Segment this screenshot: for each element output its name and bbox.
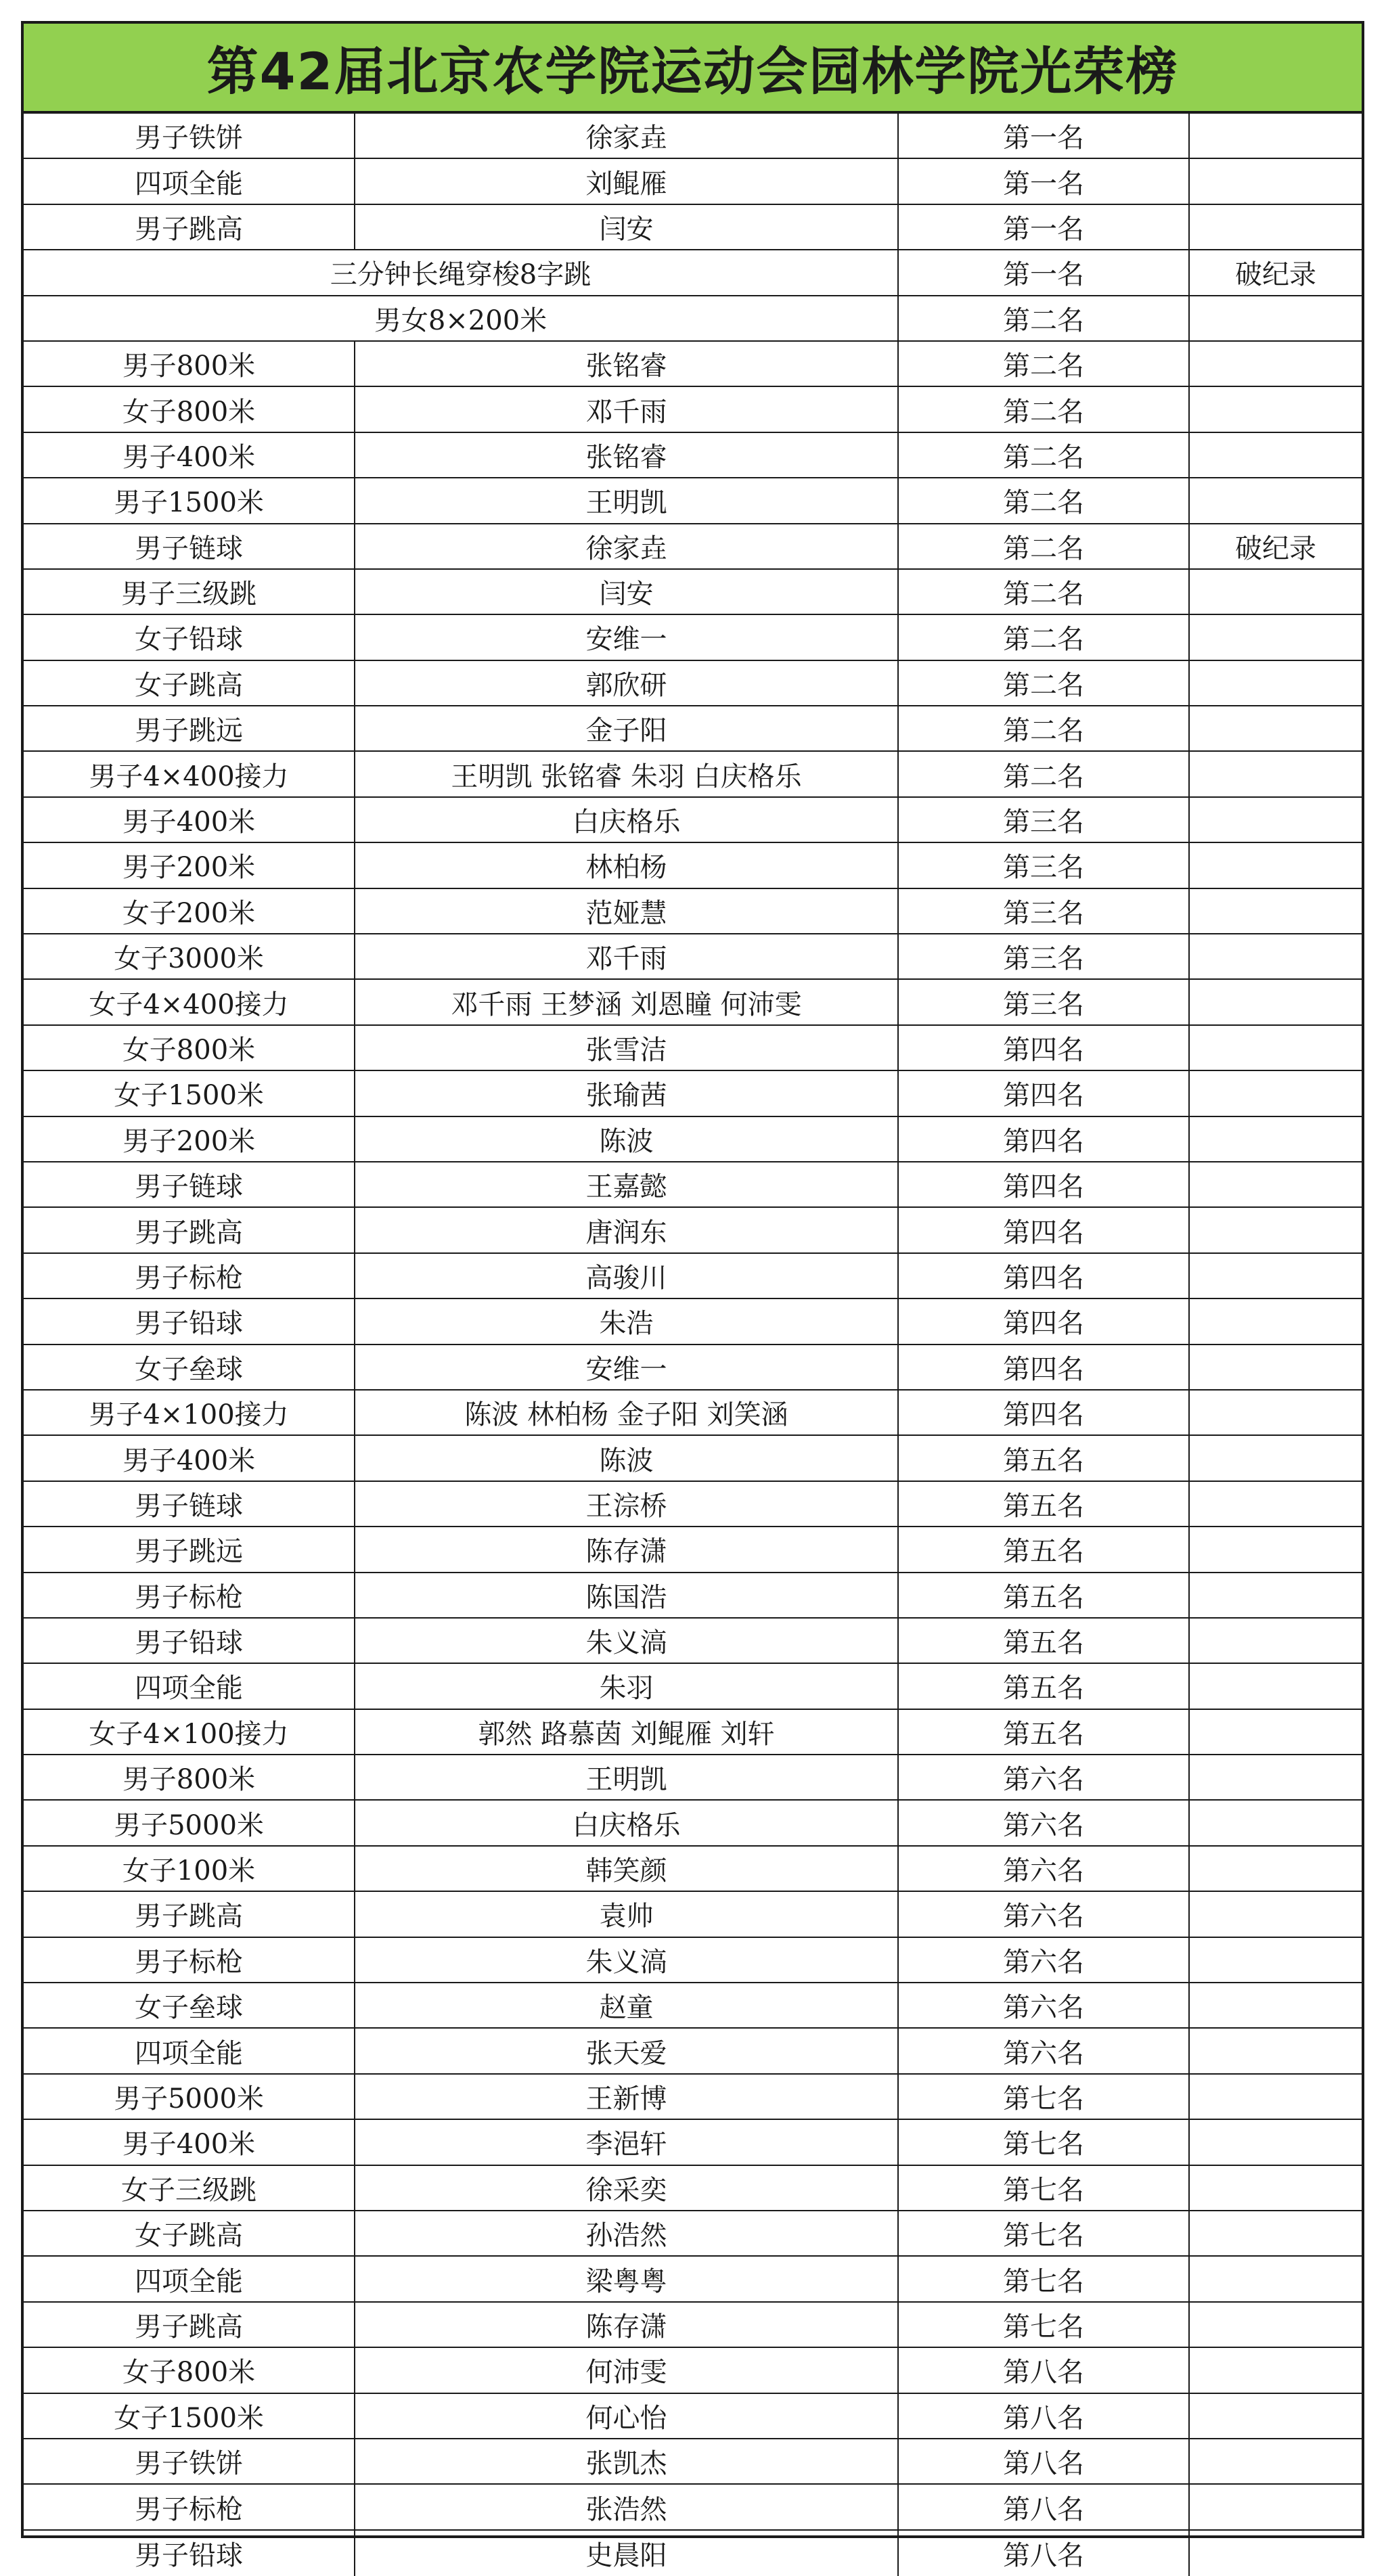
athlete-cell: 王明凯 张铭睿 朱羽 白庆格乐 (355, 752, 899, 796)
event-cell: 男子铅球 (24, 2531, 355, 2576)
table-row (24, 2029, 1362, 2074)
athlete-cell: 陈波 林柏杨 金子阳 刘笑涵 (355, 1391, 899, 1434)
athlete-cell: 白庆格乐 (355, 1801, 899, 1845)
place-cell: 第七名 (899, 2257, 1190, 2301)
note-cell (1190, 159, 1362, 203)
athlete-cell: 张雪洁 (355, 1026, 899, 1070)
athlete-cell: 梁粤粤 (355, 2257, 899, 2301)
table-row (24, 752, 1362, 797)
note-cell (1190, 2485, 1362, 2529)
place-cell: 第四名 (899, 1026, 1190, 1070)
table-row (24, 1801, 1362, 1846)
table-row (24, 1071, 1362, 1116)
note-cell (1190, 1482, 1362, 1526)
event-cell: 男子400米 (24, 433, 355, 477)
athlete-cell: 安维一 (355, 1345, 899, 1389)
event-cell: 男子跳远 (24, 706, 355, 750)
table-row (24, 615, 1362, 660)
place-cell: 第四名 (899, 1254, 1190, 1298)
note-cell (1190, 2303, 1362, 2347)
event-cell: 男子铁饼 (24, 114, 355, 158)
note-cell (1190, 843, 1362, 887)
place-cell: 第五名 (899, 1664, 1190, 1708)
event-cell: 女子3000米 (24, 934, 355, 978)
table-row (24, 1436, 1362, 1481)
athlete-cell: 李浥轩 (355, 2120, 899, 2164)
note-cell (1190, 478, 1362, 522)
place-cell: 第七名 (899, 2303, 1190, 2347)
place-cell: 第七名 (899, 2075, 1190, 2119)
event-cell: 男子400米 (24, 1436, 355, 1480)
athlete-cell: 邓千雨 王梦涵 刘恩瞳 何沛雯 (355, 980, 899, 1024)
table-row (24, 1299, 1362, 1345)
table-row (24, 2211, 1362, 2257)
place-cell: 第八名 (899, 2531, 1190, 2576)
athlete-cell: 王明凯 (355, 478, 899, 522)
event-cell: 女子100米 (24, 1847, 355, 1891)
athlete-cell: 史晨阳 (355, 2531, 899, 2576)
table-row (24, 1391, 1362, 1436)
note-cell (1190, 1436, 1362, 1480)
athlete-cell: 闫安 (355, 205, 899, 249)
table-row (24, 1117, 1362, 1162)
athlete-cell: 闫安 (355, 570, 899, 614)
event-cell: 女子800米 (24, 2348, 355, 2392)
event-cell: 男子5000米 (24, 1801, 355, 1845)
place-cell: 第一名 (899, 114, 1190, 158)
place-cell: 第六名 (899, 1755, 1190, 1799)
athlete-cell: 安维一 (355, 615, 899, 659)
event-cell: 女子800米 (24, 1026, 355, 1070)
note-cell (1190, 205, 1362, 249)
place-cell: 第二名 (899, 706, 1190, 750)
place-cell: 第四名 (899, 1071, 1190, 1115)
place-cell: 第六名 (899, 2029, 1190, 2073)
athlete-cell: 郭欣研 (355, 661, 899, 705)
athlete-cell: 白庆格乐 (355, 798, 899, 842)
note-cell: 破纪录 (1235, 259, 1316, 291)
athlete-cell: 张凯杰 (355, 2439, 899, 2483)
note-cell (1190, 1026, 1362, 1070)
table-row (24, 524, 1362, 570)
note-cell (1190, 433, 1362, 477)
place-cell: 第一名 (899, 205, 1190, 249)
note-cell (1190, 2029, 1362, 2073)
note-cell (1190, 1254, 1362, 1298)
note-cell (1190, 1527, 1362, 1571)
note-cell (1190, 2348, 1362, 2392)
athlete-cell: 王嘉懿 (355, 1162, 899, 1206)
place-cell: 第二名 (899, 615, 1190, 659)
page-title: 第42届北京农学院运动会园林学院光荣榜 (24, 24, 1362, 114)
place-cell: 第二名 (899, 387, 1190, 431)
place-cell: 第二名 (899, 433, 1190, 477)
place-cell: 第三名 (899, 980, 1190, 1024)
note-cell (1190, 752, 1362, 796)
note-cell (1190, 296, 1362, 340)
note-cell (1190, 2120, 1362, 2164)
event-cell: 女子垒球 (24, 1345, 355, 1389)
event-cell: 男子400米 (24, 2120, 355, 2164)
event-cell: 男子铅球 (24, 1299, 355, 1343)
table-row (24, 1162, 1362, 1208)
athlete-cell: 张瑜茜 (355, 1071, 899, 1115)
note-cell (1190, 2394, 1362, 2438)
event-cell: 女子1500米 (24, 1071, 355, 1115)
event-cell: 女子4×400接力 (24, 980, 355, 1024)
event-cell: 男子跳高 (24, 1208, 355, 1252)
table-row (24, 387, 1362, 432)
table-row (24, 1208, 1362, 1253)
athlete-cell: 林柏杨 (355, 843, 899, 887)
event-cell: 男子跳高 (24, 1892, 355, 1936)
athlete-cell: 徐家垚 (355, 524, 899, 568)
note-cell (1190, 1847, 1362, 1891)
athlete-cell: 金子阳 (355, 706, 899, 750)
athlete-cell: 陈波 (355, 1117, 899, 1161)
athlete-cell: 男女8×200米 (24, 296, 899, 340)
note-cell (1190, 1345, 1362, 1389)
athlete-cell: 朱义滈 (355, 1938, 899, 1982)
place-cell: 第二名 (899, 752, 1190, 796)
athlete-cell: 陈波 (355, 1436, 899, 1480)
table-row (24, 342, 1362, 387)
athlete-cell: 邓千雨 (355, 387, 899, 431)
event-cell: 四项全能 (24, 1664, 355, 1708)
table-row (24, 2120, 1362, 2165)
place-cell: 第二名 (899, 570, 1190, 614)
place-cell: 第五名 (899, 1573, 1190, 1617)
table-row (24, 2485, 1362, 2530)
event-cell: 男子1500米 (24, 478, 355, 522)
event-cell: 四项全能 (24, 159, 355, 203)
note-cell (1190, 1710, 1362, 1754)
athlete-cell: 袁帅 (355, 1892, 899, 1936)
table-row (24, 1527, 1362, 1573)
note-cell (1190, 706, 1362, 750)
note-cell (1190, 1938, 1362, 1982)
note-cell (1190, 114, 1362, 158)
note-cell (1190, 1619, 1362, 1663)
athlete-cell: 孙浩然 (355, 2211, 899, 2255)
table-row (24, 1482, 1362, 1527)
place-cell: 第四名 (899, 1345, 1190, 1389)
table-row (24, 1710, 1362, 1755)
event-cell: 男子铅球 (24, 1619, 355, 1663)
athlete-cell: 三分钟长绳穿梭8字跳 (24, 250, 899, 294)
note-cell (1190, 1664, 1362, 1708)
event-cell: 男子4×100接力 (24, 1391, 355, 1434)
note-cell (1190, 980, 1362, 1024)
place-cell: 第七名 (899, 2166, 1190, 2210)
place-cell: 第三名 (899, 889, 1190, 933)
event-cell: 男子链球 (24, 1162, 355, 1206)
athlete-cell: 刘鲲雁 (355, 159, 899, 203)
table-row (24, 661, 1362, 706)
event-cell: 男子800米 (24, 1755, 355, 1799)
place-cell: 第五名 (899, 1710, 1190, 1754)
note-cell (1190, 570, 1362, 614)
table-row (24, 1847, 1362, 1892)
athlete-cell: 王新博 (355, 2075, 899, 2119)
table-row (24, 798, 1362, 843)
note-cell (1190, 1162, 1362, 1206)
athlete-cell: 陈存潇 (355, 2303, 899, 2347)
table-row (24, 934, 1362, 980)
note-cell (1190, 889, 1362, 933)
table-row (24, 706, 1362, 752)
table-row (24, 1938, 1362, 1983)
note-cell (1190, 1892, 1362, 1936)
table-row (24, 843, 1362, 888)
athlete-cell: 唐润东 (355, 1208, 899, 1252)
athlete-cell: 张铭睿 (355, 342, 899, 386)
place-cell: 第八名 (899, 2439, 1190, 2483)
place-cell: 第三名 (899, 798, 1190, 842)
event-cell: 女子三级跳 (24, 2166, 355, 2210)
table-row (24, 980, 1362, 1025)
table-row (24, 1755, 1362, 1801)
table-row (24, 1254, 1362, 1299)
place-cell: 第五名 (899, 1436, 1190, 1480)
table-row (24, 2075, 1362, 2120)
table-row (24, 2257, 1362, 2302)
place-cell: 第二名 (899, 342, 1190, 386)
note-cell (1190, 934, 1362, 978)
athlete-cell: 郭然 路慕茵 刘鲲雁 刘轩 (355, 1710, 899, 1754)
results-table (24, 114, 1362, 2576)
event-cell: 女子垒球 (24, 1983, 355, 2027)
event-cell: 女子1500米 (24, 2394, 355, 2438)
athlete-cell: 范娅慧 (355, 889, 899, 933)
place-cell: 第四名 (899, 1117, 1190, 1161)
table-row (24, 2166, 1362, 2211)
table-row (24, 889, 1362, 934)
note-cell (1190, 2257, 1362, 2301)
table-row (24, 1619, 1362, 1664)
athlete-cell: 张天爱 (355, 2029, 899, 2073)
event-cell: 男子4×400接力 (24, 752, 355, 796)
event-cell: 男子标枪 (24, 1573, 355, 1617)
place-cell: 第二名 (899, 478, 1190, 522)
table-row (24, 250, 1362, 296)
table-row (24, 2394, 1362, 2439)
table-row (24, 205, 1362, 250)
athlete-cell: 邓千雨 (355, 934, 899, 978)
place-cell: 第八名 (899, 2485, 1190, 2529)
event-cell: 男子链球 (24, 1482, 355, 1526)
place-cell: 第五名 (899, 1527, 1190, 1571)
table-row (24, 2439, 1362, 2485)
event-cell: 男子标枪 (24, 2485, 355, 2529)
athlete-cell: 高骏川 (355, 1254, 899, 1298)
note-cell (1190, 2531, 1362, 2576)
note-cell (1190, 1071, 1362, 1115)
place-cell: 第四名 (899, 1391, 1190, 1434)
athlete-cell: 张铭睿 (355, 433, 899, 477)
note-cell (1190, 2439, 1362, 2483)
athlete-cell: 赵童 (355, 1983, 899, 2027)
event-cell: 女子200米 (24, 889, 355, 933)
event-cell: 四项全能 (24, 2029, 355, 2073)
note-cell (1190, 387, 1362, 431)
place-cell: 第五名 (899, 1619, 1190, 1663)
table-row (24, 1892, 1362, 1937)
place-cell: 第四名 (899, 1299, 1190, 1343)
table-row (24, 1983, 1362, 2029)
table-row (24, 433, 1362, 478)
event-cell: 男子跳远 (24, 1527, 355, 1571)
place-cell: 第二名 (899, 296, 1190, 340)
event-cell: 男子标枪 (24, 1254, 355, 1298)
place-cell: 第六名 (899, 1983, 1190, 2027)
place-cell: 第四名 (899, 1208, 1190, 1252)
event-cell: 男子200米 (24, 843, 355, 887)
athlete-cell: 徐家垚 (355, 114, 899, 158)
note-cell (1190, 1117, 1362, 1161)
note-cell (1190, 342, 1362, 386)
event-cell: 男子三级跳 (24, 570, 355, 614)
event-cell: 男子铁饼 (24, 2439, 355, 2483)
place-cell: 第七名 (899, 2211, 1190, 2255)
athlete-cell: 何心怡 (355, 2394, 899, 2438)
note-cell (1190, 1573, 1362, 1617)
athlete-cell: 朱羽 (355, 1664, 899, 1708)
note-cell (1190, 615, 1362, 659)
place-cell: 第六名 (899, 1847, 1190, 1891)
event-cell: 女子铅球 (24, 615, 355, 659)
place-cell: 第八名 (899, 2394, 1190, 2438)
note-cell (1190, 1391, 1362, 1434)
table-row (24, 1345, 1362, 1391)
event-cell: 男子400米 (24, 798, 355, 842)
place-cell: 第六名 (899, 1892, 1190, 1936)
athlete-cell: 徐采奕 (355, 2166, 899, 2210)
place-cell: 第八名 (899, 2348, 1190, 2392)
event-cell: 男子链球 (24, 524, 355, 568)
note-cell (1190, 2211, 1362, 2255)
event-cell: 男子800米 (24, 342, 355, 386)
table-row (24, 114, 1362, 159)
event-cell: 四项全能 (24, 2257, 355, 2301)
table-row (24, 2348, 1362, 2393)
athlete-cell: 韩笑颜 (355, 1847, 899, 1891)
place-cell: 第六名 (899, 1938, 1190, 1982)
place-cell: 第三名 (899, 934, 1190, 978)
note-cell (1190, 798, 1362, 842)
table-row (24, 2303, 1362, 2348)
event-cell: 女子800米 (24, 387, 355, 431)
athlete-cell: 陈国浩 (355, 1573, 899, 1617)
table-row (24, 570, 1362, 615)
table-row (24, 296, 1362, 342)
table-row (24, 159, 1362, 204)
note-cell (1190, 2075, 1362, 2119)
event-cell: 男子200米 (24, 1117, 355, 1161)
event-cell: 女子4×100接力 (24, 1710, 355, 1754)
table-row (24, 1026, 1362, 1071)
place-cell: 第一名 (899, 250, 1190, 294)
place-cell: 第六名 (899, 1801, 1190, 1845)
note-cell (1190, 1299, 1362, 1343)
athlete-cell: 朱义滈 (355, 1619, 899, 1663)
note-cell (1190, 2166, 1362, 2210)
table-row (24, 1573, 1362, 1619)
athlete-cell: 王明凯 (355, 1755, 899, 1799)
table-row (24, 478, 1362, 524)
athlete-cell: 朱浩 (355, 1299, 899, 1343)
athlete-cell: 何沛雯 (355, 2348, 899, 2392)
note-cell (1190, 1801, 1362, 1845)
athlete-cell: 陈存潇 (355, 1527, 899, 1571)
place-cell: 第五名 (899, 1482, 1190, 1526)
place-cell: 第二名 (899, 524, 1190, 568)
note-cell (1190, 1208, 1362, 1252)
place-cell: 第三名 (899, 843, 1190, 887)
event-cell: 女子跳高 (24, 2211, 355, 2255)
honor-roll-sheet (21, 21, 1364, 2571)
note-cell: 破纪录 (1235, 533, 1316, 564)
note-cell (1190, 1983, 1362, 2027)
place-cell: 第四名 (899, 1162, 1190, 1206)
note-cell (1190, 661, 1362, 705)
event-cell: 女子跳高 (24, 661, 355, 705)
event-cell: 男子跳高 (24, 205, 355, 249)
athlete-cell: 王淙桥 (355, 1482, 899, 1526)
table-row (24, 2531, 1362, 2576)
table-row (24, 1664, 1362, 1709)
note-cell (1190, 1755, 1362, 1799)
place-cell: 第一名 (899, 159, 1190, 203)
event-cell: 男子跳高 (24, 2303, 355, 2347)
place-cell: 第七名 (899, 2120, 1190, 2164)
event-cell: 男子5000米 (24, 2075, 355, 2119)
place-cell: 第二名 (899, 661, 1190, 705)
event-cell: 男子标枪 (24, 1938, 355, 1982)
athlete-cell: 张浩然 (355, 2485, 899, 2529)
